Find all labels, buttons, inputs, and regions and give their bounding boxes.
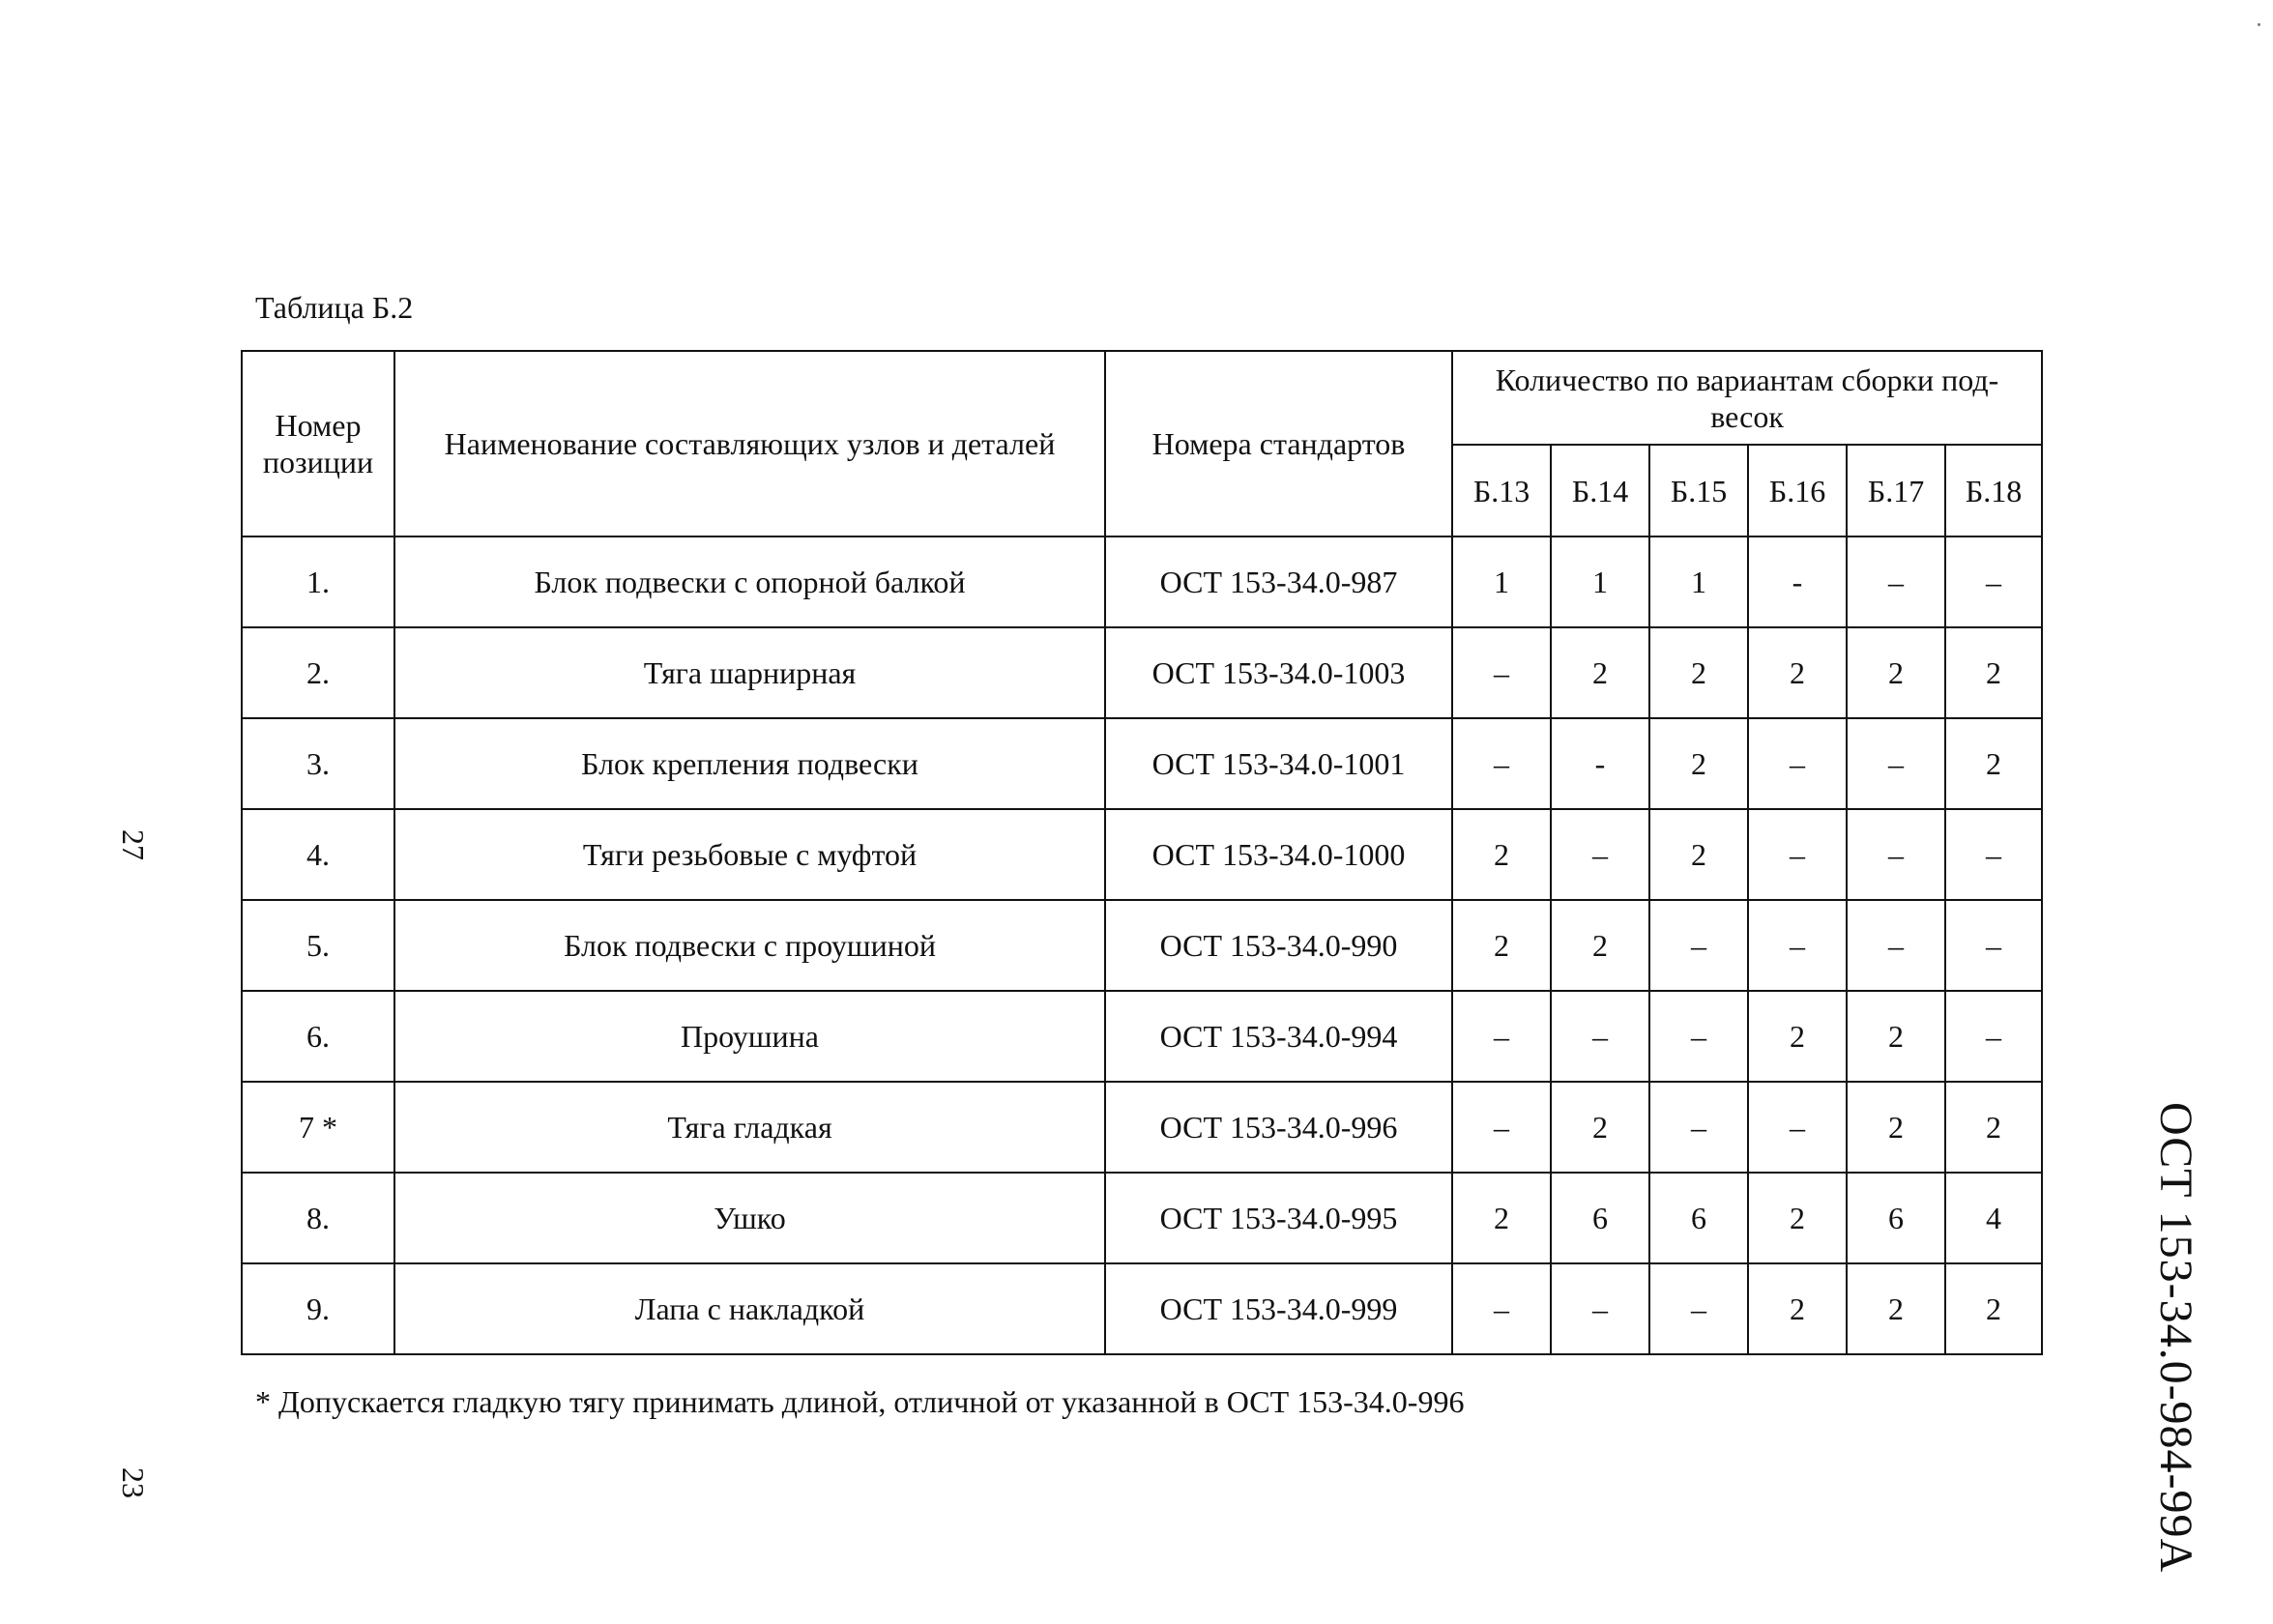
cell-position: 3. bbox=[242, 718, 394, 809]
table-row bbox=[242, 627, 2042, 718]
cell-qty: 4 bbox=[1945, 1173, 2042, 1263]
parts-table bbox=[241, 350, 2043, 1355]
cell-position: 5. bbox=[242, 900, 394, 991]
cell-name: Проушина bbox=[394, 991, 1105, 1082]
cell-qty: 2 bbox=[1649, 809, 1748, 900]
cell-qty: 2 bbox=[1649, 627, 1748, 718]
cell-qty: 2 bbox=[1748, 627, 1847, 718]
cell-qty: 6 bbox=[1551, 1173, 1649, 1263]
table-row bbox=[242, 1263, 2042, 1354]
cell-position: 6. bbox=[242, 991, 394, 1082]
header-variant: Б.17 bbox=[1847, 445, 1945, 536]
header-name: Наименование составляющих узлов и деталей bbox=[394, 351, 1105, 536]
cell-position: 7 * bbox=[242, 1082, 394, 1173]
table-footnote: * Допускается гладкую тягу принимать длиной, отличной от указанной в ОСТ 153-34.0-996 bbox=[255, 1384, 1465, 1419]
cell-qty: – bbox=[1649, 991, 1748, 1082]
cell-standard: ОСТ 153-34.0-990 bbox=[1105, 900, 1452, 991]
cell-qty: – bbox=[1452, 1082, 1551, 1173]
cell-qty: 1 bbox=[1649, 536, 1748, 627]
cell-qty: 2 bbox=[1945, 1082, 2042, 1173]
cell-standard: ОСТ 153-34.0-1001 bbox=[1105, 718, 1452, 809]
cell-qty: – bbox=[1847, 536, 1945, 627]
cell-qty: – bbox=[1551, 991, 1649, 1082]
cell-qty: 2 bbox=[1748, 1263, 1847, 1354]
cell-qty: – bbox=[1551, 809, 1649, 900]
cell-qty: 2 bbox=[1551, 1082, 1649, 1173]
table-caption: Таблица Б.2 bbox=[255, 290, 414, 325]
cell-name: Ушко bbox=[394, 1173, 1105, 1263]
page-number-upper: 27 bbox=[116, 829, 151, 860]
cell-qty: - bbox=[1748, 536, 1847, 627]
cell-qty: – bbox=[1945, 991, 2042, 1082]
header-standard: Номера стандартов bbox=[1105, 351, 1452, 536]
cell-qty: 6 bbox=[1649, 1173, 1748, 1263]
cell-standard: ОСТ 153-34.0-999 bbox=[1105, 1263, 1452, 1354]
cell-name: Блок подвески с проушиной bbox=[394, 900, 1105, 991]
header-variant: Б.14 bbox=[1551, 445, 1649, 536]
cell-qty: – bbox=[1847, 809, 1945, 900]
cell-qty: 1 bbox=[1551, 536, 1649, 627]
cell-qty: – bbox=[1649, 900, 1748, 991]
cell-name: Тяги резьбовые с муфтой bbox=[394, 809, 1105, 900]
cell-qty: 2 bbox=[1847, 627, 1945, 718]
cell-qty: – bbox=[1945, 536, 2042, 627]
cell-qty: – bbox=[1847, 900, 1945, 991]
table-row bbox=[242, 1173, 2042, 1263]
table-row bbox=[242, 991, 2042, 1082]
table-row bbox=[242, 718, 2042, 809]
cell-qty: 2 bbox=[1945, 627, 2042, 718]
cell-qty: – bbox=[1649, 1263, 1748, 1354]
cell-qty: – bbox=[1748, 809, 1847, 900]
table-header-row bbox=[242, 351, 2042, 445]
cell-position: 8. bbox=[242, 1173, 394, 1263]
cell-name: Лапа с накладкой bbox=[394, 1263, 1105, 1354]
cell-standard: ОСТ 153-34.0-1003 bbox=[1105, 627, 1452, 718]
cell-qty: 2 bbox=[1452, 809, 1551, 900]
header-variant: Б.18 bbox=[1945, 445, 2042, 536]
cell-qty: – bbox=[1748, 1082, 1847, 1173]
page-number-lower: 23 bbox=[116, 1467, 151, 1498]
cell-qty: 1 bbox=[1452, 536, 1551, 627]
cell-qty: – bbox=[1551, 1263, 1649, 1354]
cell-position: 9. bbox=[242, 1263, 394, 1354]
cell-position: 4. bbox=[242, 809, 394, 900]
cell-qty: 2 bbox=[1551, 900, 1649, 991]
cell-qty: – bbox=[1452, 991, 1551, 1082]
cell-name: Тяга гладкая bbox=[394, 1082, 1105, 1173]
scan-speck bbox=[2258, 23, 2260, 26]
cell-qty: 2 bbox=[1748, 991, 1847, 1082]
cell-qty: 2 bbox=[1847, 1263, 1945, 1354]
cell-qty: – bbox=[1649, 1082, 1748, 1173]
cell-qty: 6 bbox=[1847, 1173, 1945, 1263]
header-quantity-group: Количество по вариантам сборки под-весок bbox=[1452, 351, 2042, 445]
cell-name: Блок подвески с опорной балкой bbox=[394, 536, 1105, 627]
cell-position: 1. bbox=[242, 536, 394, 627]
table-row bbox=[242, 809, 2042, 900]
cell-qty: – bbox=[1748, 718, 1847, 809]
header-variant: Б.16 bbox=[1748, 445, 1847, 536]
cell-qty: 2 bbox=[1452, 900, 1551, 991]
cell-position: 2. bbox=[242, 627, 394, 718]
cell-standard: ОСТ 153-34.0-994 bbox=[1105, 991, 1452, 1082]
header-variant: Б.15 bbox=[1649, 445, 1748, 536]
cell-qty: 2 bbox=[1748, 1173, 1847, 1263]
cell-standard: ОСТ 153-34.0-1000 bbox=[1105, 809, 1452, 900]
cell-qty: - bbox=[1551, 718, 1649, 809]
cell-qty: – bbox=[1452, 1263, 1551, 1354]
cell-qty: – bbox=[1945, 809, 2042, 900]
cell-standard: ОСТ 153-34.0-987 bbox=[1105, 536, 1452, 627]
cell-standard: ОСТ 153-34.0-995 bbox=[1105, 1173, 1452, 1263]
cell-qty: 2 bbox=[1945, 1263, 2042, 1354]
cell-standard: ОСТ 153-34.0-996 bbox=[1105, 1082, 1452, 1173]
cell-name: Блок крепления подвески bbox=[394, 718, 1105, 809]
cell-qty: 2 bbox=[1551, 627, 1649, 718]
cell-qty: 2 bbox=[1847, 991, 1945, 1082]
cell-qty: 2 bbox=[1945, 718, 2042, 809]
cell-qty: – bbox=[1945, 900, 2042, 991]
cell-qty: 2 bbox=[1847, 1082, 1945, 1173]
cell-qty: – bbox=[1452, 718, 1551, 809]
cell-qty: – bbox=[1847, 718, 1945, 809]
table-row bbox=[242, 536, 2042, 627]
header-variant: Б.13 bbox=[1452, 445, 1551, 536]
cell-qty: – bbox=[1452, 627, 1551, 718]
table-row bbox=[242, 1082, 2042, 1173]
document-code: ОСТ 153-34.0-984-99А bbox=[2150, 1102, 2201, 1574]
cell-qty: 2 bbox=[1452, 1173, 1551, 1263]
table-row bbox=[242, 900, 2042, 991]
cell-qty: 2 bbox=[1649, 718, 1748, 809]
cell-name: Тяга шарнирная bbox=[394, 627, 1105, 718]
cell-qty: – bbox=[1748, 900, 1847, 991]
header-position: Номер позиции bbox=[242, 351, 394, 536]
